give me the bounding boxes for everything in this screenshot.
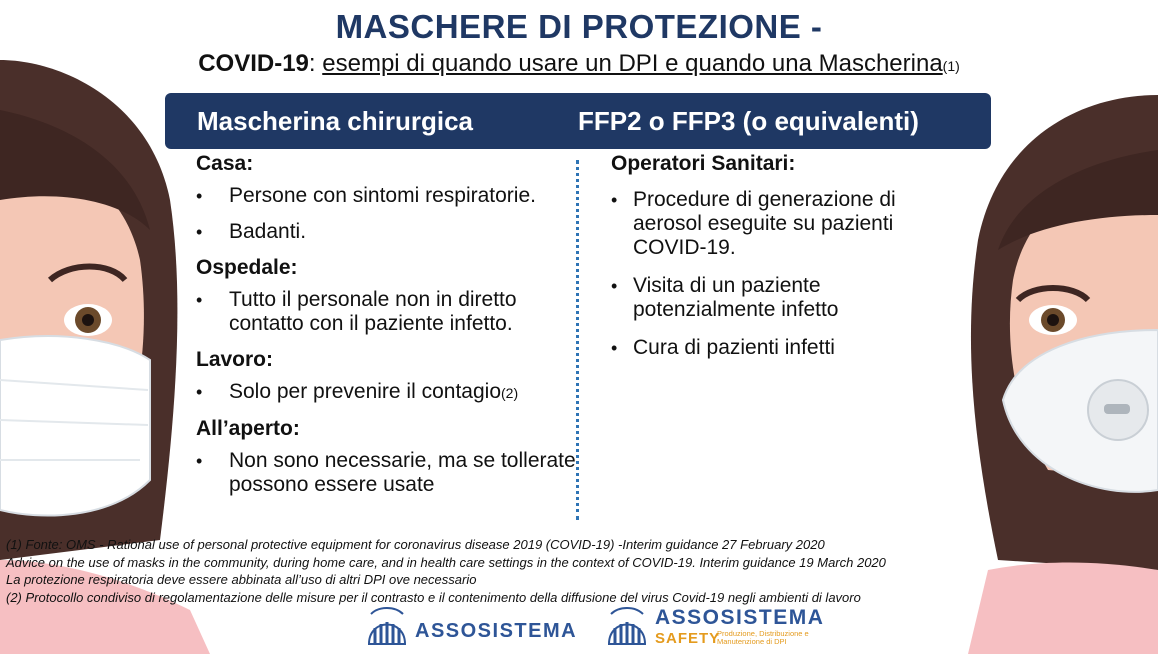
- logo-text: ASSOSISTEMA: [655, 606, 825, 629]
- list-item-text: Solo per prevenire il contagio: [229, 380, 501, 403]
- column-header-bar: [165, 93, 991, 149]
- list-item: • Cura di pazienti infetti: [611, 336, 951, 360]
- logo-text: ASSOSISTEMA: [415, 620, 578, 642]
- footnote-line: La protezione respiratoria deve essere abbinata all’uso di altri DPI ove necessario: [6, 572, 477, 587]
- footnote-line: (2) Protocollo condiviso di regolamentazione delle misure per il contrasto e il contenimento della diffusione del virus Covid-19 negli ambienti di lavoro: [6, 589, 861, 605]
- subtitle-lead: COVID-19: [198, 50, 309, 77]
- assosistema-safety-emblem-icon: [605, 604, 649, 648]
- section-title-work: Lavoro:: [196, 348, 274, 371]
- page-subtitle: [0, 50, 1158, 78]
- subtitle-note-ref: (1): [942, 58, 960, 74]
- list-item: • Non sono necessarie, ma se tollerate possono essere usate: [196, 449, 576, 497]
- section-title-home: Casa:: [196, 152, 254, 175]
- subtitle-text: esempi di quando usare un DPI e quando una Mascherina: [322, 50, 943, 77]
- subtitle-separator: :: [308, 50, 323, 77]
- list-item-note-ref: (2): [501, 385, 519, 401]
- footnotes: [6, 536, 1006, 606]
- assosistema-safety-logo: [605, 604, 825, 653]
- footnote-line: (1) Fonte: OMS - Rational use of personal protective equipment for coronavirus disease 2019 (COVID-19) -Interim guidance 27 February 2020: [6, 537, 825, 552]
- footnote-line: Advice on the use of masks in the community, during home care, and in health care settings in the context of COVID-19. Interim guidance 19 March 2020: [6, 554, 886, 570]
- surgical-mask-column: [196, 152, 576, 509]
- list-item: • Persone con sintomi respiratorie.: [196, 184, 576, 208]
- ffp-mask-column: [611, 152, 951, 374]
- header-ffp-masks: FFP2 o FFP3 (o equivalenti): [578, 106, 919, 136]
- column-divider: [576, 160, 579, 520]
- list-item: • Visita di un paziente potenzialmente infetto: [611, 274, 951, 322]
- section-title-outdoors: All’aperto:: [196, 417, 300, 440]
- list-item: [196, 380, 576, 405]
- assosistema-emblem-icon: [365, 604, 409, 648]
- section-title-hospital: Ospedale:: [196, 256, 298, 279]
- assosistema-logo: [365, 604, 578, 653]
- list-item: • Tutto il personale non in diretto contatto con il paziente infetto.: [196, 288, 576, 336]
- list-item: • Procedure di generazione di aerosol eseguite su pazienti COVID-19.: [611, 188, 951, 260]
- page-title: MASCHERE DI PROTEZIONE -: [335, 8, 823, 45]
- header-surgical-mask: Mascherina chirurgica: [197, 106, 473, 136]
- list-item: • Badanti.: [196, 220, 576, 244]
- logos-row: [365, 604, 825, 650]
- section-title-health-workers: Operatori Sanitari:: [611, 152, 796, 175]
- logo-tagline: Produzione, Distribuzione e Manutenzione di DPI: [717, 629, 809, 646]
- logo-safety-text: SAFETY: [655, 630, 721, 647]
